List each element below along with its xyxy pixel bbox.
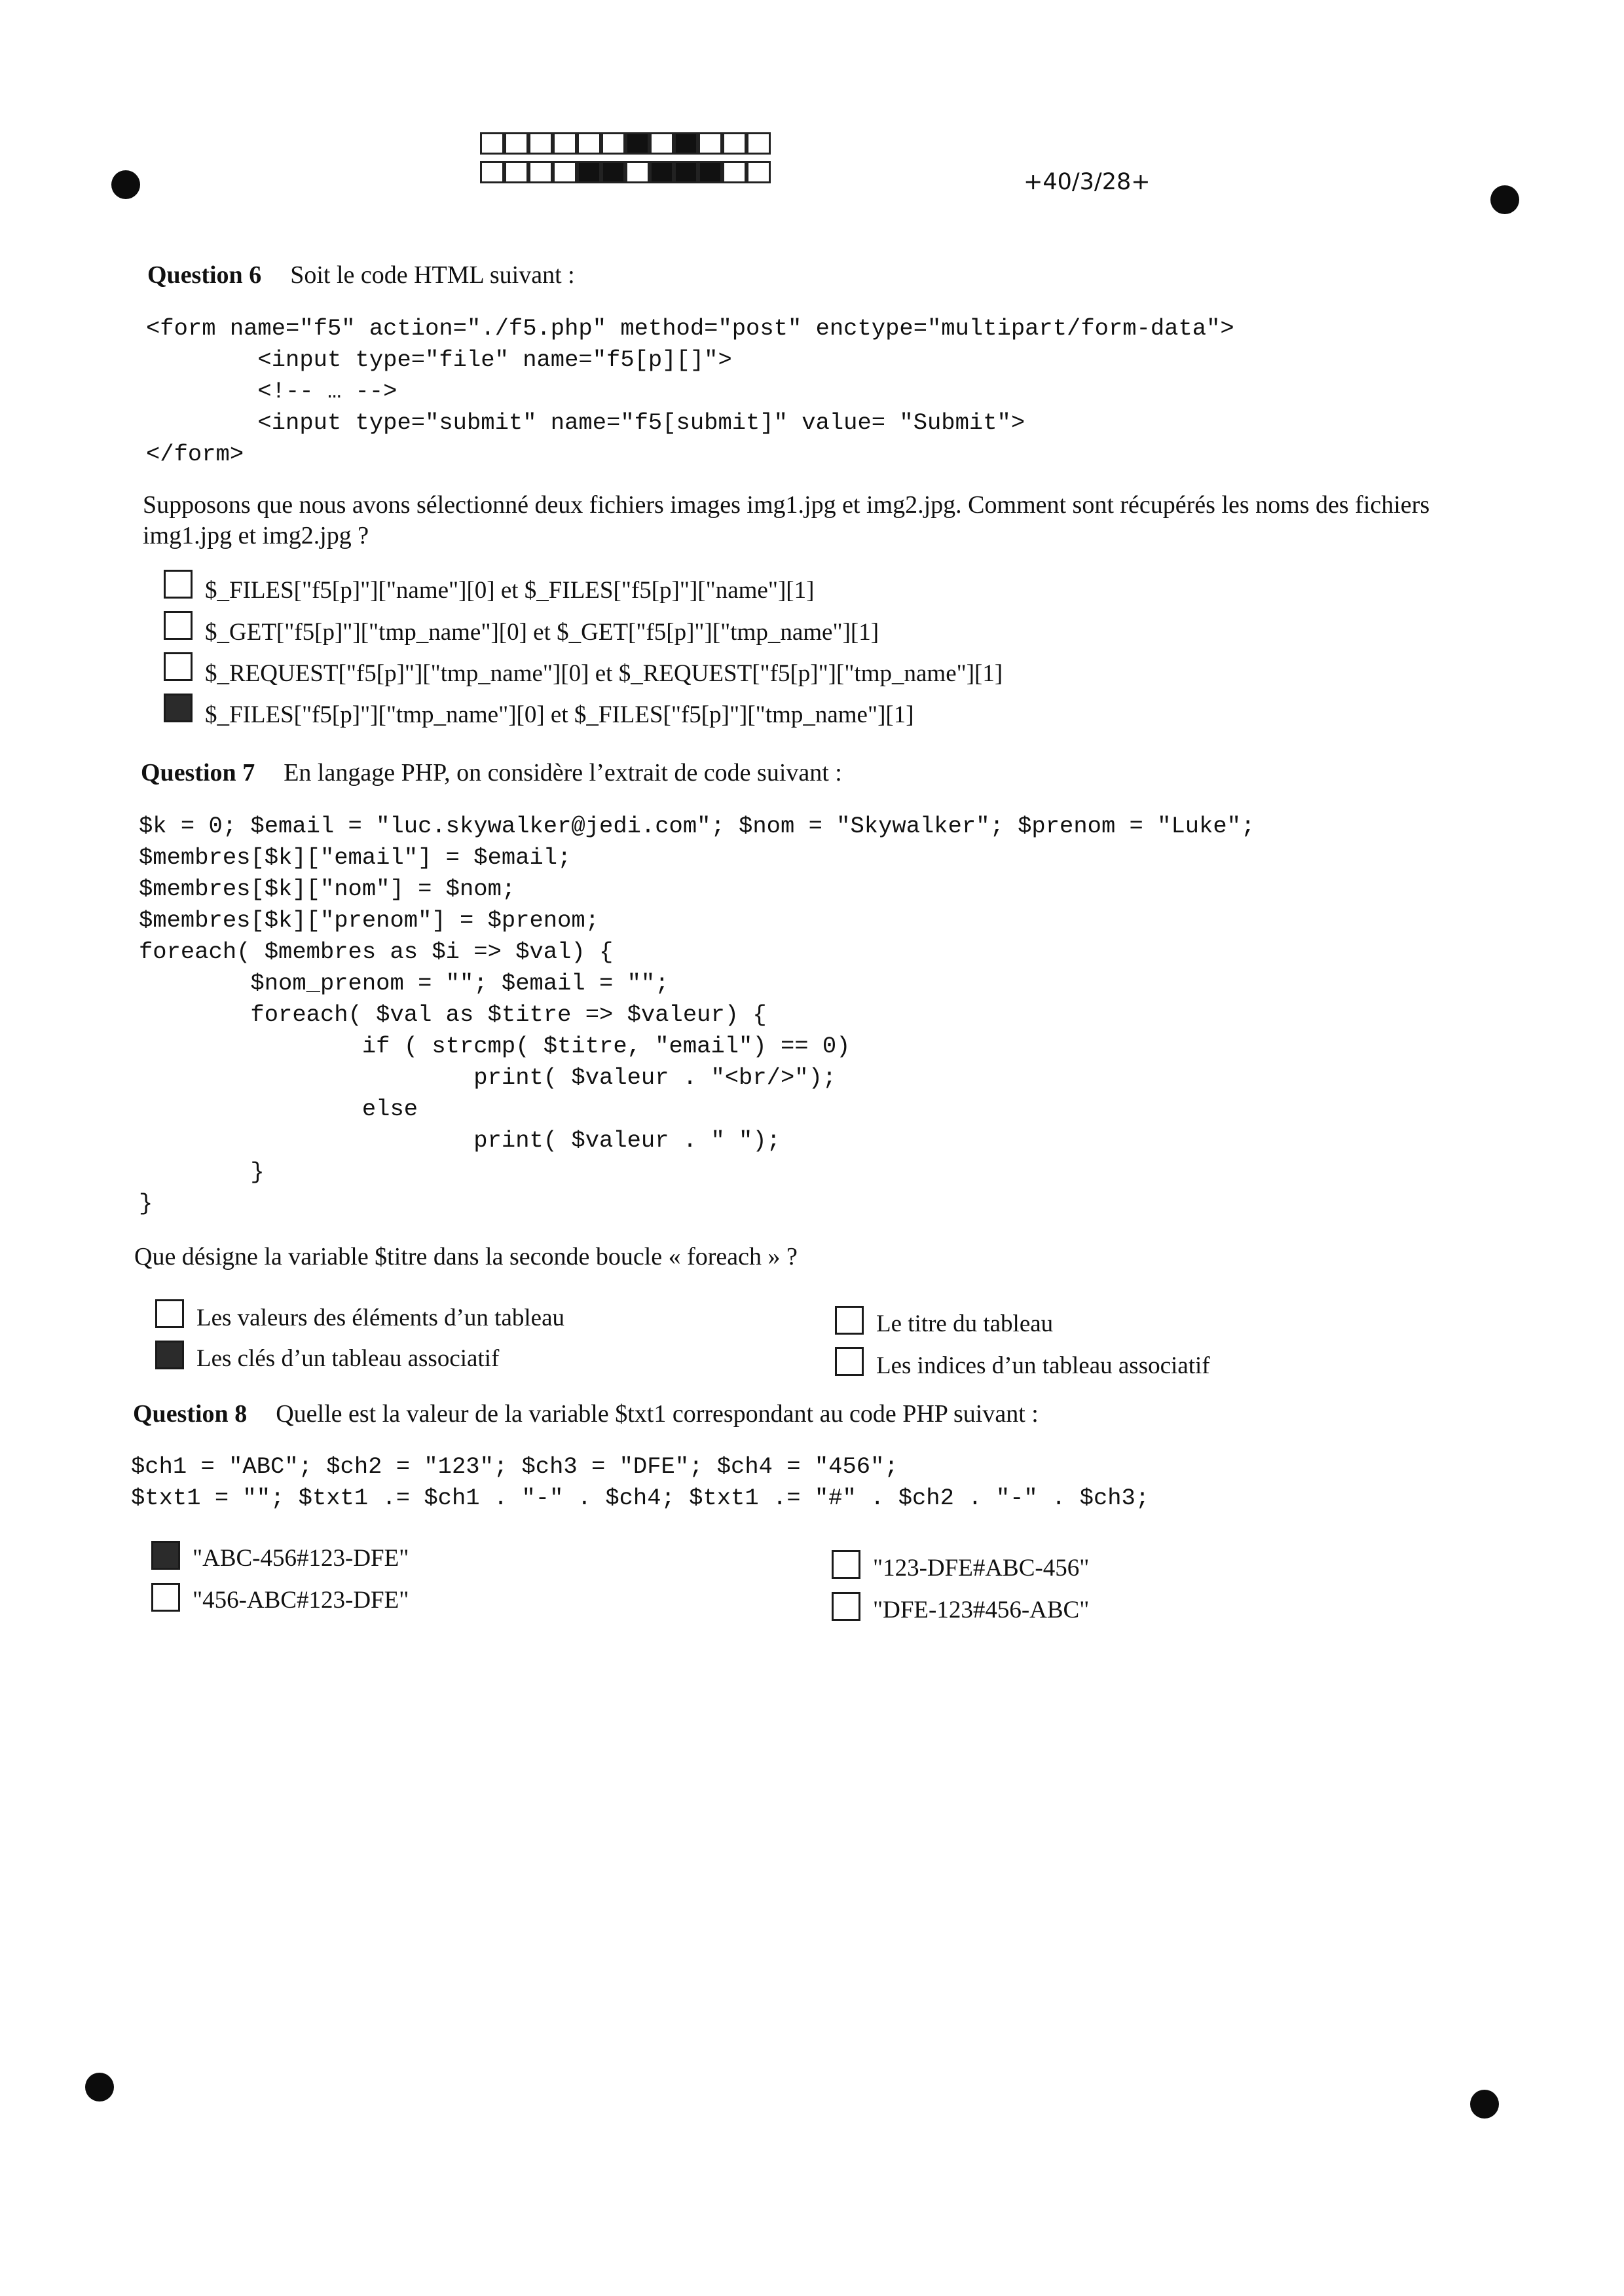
question-7-code xyxy=(139,811,1255,1219)
barcode-cell xyxy=(747,132,771,155)
barcode-cell xyxy=(504,132,528,155)
option-label: $_FILES["f5[p]"]["name"][0] et $_FILES["f5[p]"]["name"][1] xyxy=(205,577,815,604)
option-label: Les valeurs des éléments d’un tableau xyxy=(196,1305,564,1331)
checkbox-q8-a[interactable] xyxy=(151,1541,180,1570)
checkbox-q7-a[interactable] xyxy=(155,1299,184,1328)
question-prompt: Soit le code HTML suivant : xyxy=(290,261,575,289)
code-line: $membres[$k]["prenom"] = $prenom; xyxy=(139,907,600,934)
question-prompt: En langage PHP, on considère l’extrait de code suivant : xyxy=(284,759,842,787)
checkbox-q7-b[interactable] xyxy=(155,1341,184,1369)
barcode-cell xyxy=(674,132,698,155)
registration-mark-top-right xyxy=(1490,185,1519,214)
registration-mark-bottom-right xyxy=(1470,2090,1499,2119)
barcode-cell xyxy=(577,132,601,155)
barcode-cell xyxy=(747,161,771,183)
option-label: $_GET["f5[p]"]["tmp_name"][0] et $_GET["f5[p]"]["tmp_name"][1] xyxy=(205,619,879,646)
barcode-cell xyxy=(698,132,722,155)
checkbox-q8-c[interactable] xyxy=(832,1550,860,1579)
barcode-cell xyxy=(722,161,747,183)
code-line: $txt1 = ""; $txt1 .= $ch1 . "-" . $ch4; $txt1 .= "#" . $ch2 . "-" . $ch3; xyxy=(131,1485,1150,1511)
checkbox-q6-d[interactable] xyxy=(164,694,193,722)
option-label: Le titre du tableau xyxy=(876,1310,1054,1337)
barcode-cell xyxy=(650,161,674,183)
code-line: $nom_prenom = ""; $email = ""; xyxy=(139,970,669,997)
barcode-cell xyxy=(722,132,747,155)
option-label: "456-ABC#123-DFE" xyxy=(193,1587,409,1614)
barcode-cell xyxy=(480,161,504,183)
barcode-cell xyxy=(601,161,625,183)
option-label: $_FILES["f5[p]"]["tmp_name"][0] et $_FILES["f5[p]"]["tmp_name"][1] xyxy=(205,701,914,728)
code-line: if ( strcmp( $titre, "email") == 0) xyxy=(139,1033,851,1060)
barcode-cell xyxy=(528,161,553,183)
code-line: <input type="file" name="f5[p][]"> xyxy=(146,346,732,373)
code-line: $membres[$k]["email"] = $email; xyxy=(139,844,572,871)
question-8-code xyxy=(131,1451,1149,1514)
barcode-cell xyxy=(674,161,698,183)
option-label: "ABC-456#123-DFE" xyxy=(193,1545,409,1572)
barcode-cell xyxy=(577,161,601,183)
barcode-cell xyxy=(625,161,650,183)
code-line: $k = 0; $email = "luc.skywalker@jedi.com"; $nom = "Skywalker"; $prenom = "Luke"; xyxy=(139,813,1255,840)
checkbox-q8-d[interactable] xyxy=(832,1592,860,1621)
barcode-cell xyxy=(601,132,625,155)
barcode-cell xyxy=(553,132,577,155)
registration-mark-top-left xyxy=(111,170,140,199)
option-label: $_REQUEST["f5[p]"]["tmp_name"][0] et $_REQUEST["f5[p]"]["tmp_name"][1] xyxy=(205,660,1003,687)
checkbox-q7-d[interactable] xyxy=(835,1347,864,1376)
code-line: <input type="submit" name="f5[submit]" value= "Submit"> xyxy=(146,409,1025,436)
code-line: $ch1 = "ABC"; $ch2 = "123"; $ch3 = "DFE"; $ch4 = "456"; xyxy=(131,1453,898,1480)
code-line: print( $valeur . " "); xyxy=(139,1127,781,1154)
page-id: +40/3/28+ xyxy=(1024,169,1151,195)
code-line: } xyxy=(139,1158,265,1185)
barcode-cell xyxy=(698,161,722,183)
code-line: } xyxy=(139,1190,153,1217)
option-label: "DFE-123#456-ABC" xyxy=(873,1597,1090,1623)
question-6-code xyxy=(146,313,1234,470)
code-line: else xyxy=(139,1096,418,1122)
barcode-cell xyxy=(504,161,528,183)
code-line: $membres[$k]["nom"] = $nom; xyxy=(139,876,516,902)
question-7-text: Que désigne la variable $titre dans la seconde boucle « foreach » ? xyxy=(134,1243,798,1270)
code-line: print( $valeur . "<br/>"); xyxy=(139,1064,837,1091)
barcode-cell xyxy=(528,132,553,155)
question-8-header xyxy=(133,1399,1039,1428)
question-prompt: Quelle est la valeur de la variable $txt1 correspondant au code PHP suivant : xyxy=(276,1400,1039,1428)
registration-mark-bottom-left xyxy=(85,2073,114,2102)
barcode-cell xyxy=(480,132,504,155)
option-label: Les indices d’un tableau associatif xyxy=(876,1352,1210,1379)
checkbox-q6-c[interactable] xyxy=(164,652,193,681)
checkbox-q8-b[interactable] xyxy=(151,1583,180,1612)
code-line: <!-- … --> xyxy=(146,378,397,405)
barcode-cell xyxy=(625,132,650,155)
question-6-text: Supposons que nous avons sélectionné deux fichiers images img1.jpg et img2.jpg. Comment sont récupérés les noms des fichiers img1.jpg et img2.jpg ? xyxy=(143,491,1430,549)
question-number: Question 8 xyxy=(133,1400,248,1428)
checkbox-q6-a[interactable] xyxy=(164,570,193,599)
code-line: foreach( $membres as $i => $val) { xyxy=(139,938,614,965)
question-number: Question 6 xyxy=(147,261,262,289)
code-line: foreach( $val as $titre => $valeur) { xyxy=(139,1001,767,1028)
question-6-header xyxy=(147,261,575,289)
question-7-header xyxy=(141,758,842,787)
checkbox-q6-b[interactable] xyxy=(164,611,193,640)
option-label: Les clés d’un tableau associatif xyxy=(196,1345,500,1372)
barcode-cell xyxy=(650,132,674,155)
question-number: Question 7 xyxy=(141,759,255,787)
option-label: "123-DFE#ABC-456" xyxy=(873,1555,1090,1582)
code-line: <form name="f5" action="./f5.php" method="post" enctype="multipart/form-data"> xyxy=(146,315,1234,342)
barcode-cell xyxy=(553,161,577,183)
code-line: </form> xyxy=(146,441,244,468)
checkbox-q7-c[interactable] xyxy=(835,1306,864,1335)
